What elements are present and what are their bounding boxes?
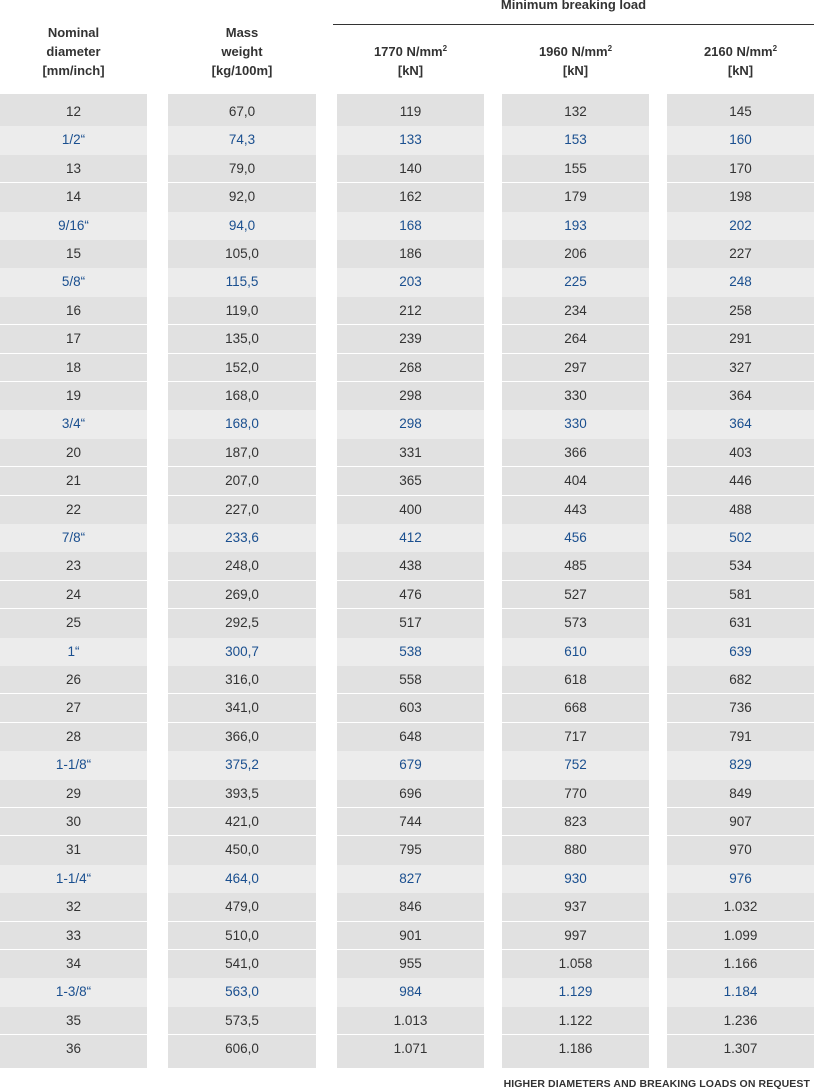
table-cell-load-2160: 534 [667,552,814,580]
table-cell-load-1770: 239 [337,325,484,353]
header-1960 [502,42,649,80]
table-row [0,552,814,580]
table-cell-load-1960: 823 [502,808,649,836]
table-cell-load-2160: 227 [729,246,752,261]
table-cell-mass: 152,0 [168,354,316,382]
table-cell-load-2160: 976 [667,865,814,893]
table-row [0,638,814,666]
table-cell-diameter: 35 [0,1007,147,1035]
table-cell-mass: 341,0 [168,694,316,722]
table-cell-load-1770: 140 [337,155,484,183]
table-cell-mass: 67,0 [228,104,256,119]
table-cell-diameter: 9/16“ [0,212,147,240]
table-cell-mass: 563,0 [168,978,316,1006]
table-cell-load-2160: 1.166 [723,956,758,971]
table-cell-load-2160: 631 [729,615,752,631]
table-cell-load-2160: 446 [667,467,814,495]
table-row [0,268,814,296]
table-cell-load-2160: 248 [667,268,814,296]
table-cell-load-1960: 1.058 [558,956,593,971]
table-cell-load-1770: 696 [337,780,484,808]
table-cell-load-1770: 955 [399,956,422,971]
table-cell-diameter: 18 [0,354,147,382]
table-cell-load-1960: 297 [502,354,649,382]
header-1960-grade: 1960 $N/mm^2$ [538,44,613,59]
table-cell-load-1770: 679 [337,751,484,779]
table-cell-load-1960: 179 [564,189,587,205]
table-cell-load-1770: 558 [337,666,484,694]
header-1770-unit: [kN] [397,63,424,78]
table-cell-load-1770: 168 [337,212,484,240]
table-cell-mass: 248,0 [168,552,316,580]
table-cell-mass: 79,0 [168,155,316,183]
table-cell-load-1960: 330 [564,388,587,403]
header-diameter-line3: [mm/inch] [42,63,105,78]
table-cell-mass: 316,0 [168,666,316,694]
table-cell-load-1770: 1.071 [393,1041,428,1057]
table-cell-load-1770: 186 [399,246,422,261]
table-cell-load-1960: 330 [502,410,649,438]
table-cell-load-2160: 849 [667,780,814,808]
table-cell-load-1770: 901 [337,922,484,950]
table-cell-load-2160: 364 [729,388,752,403]
table-cell-load-1960: 610 [502,638,649,666]
table-cell-load-2160: 170 [667,155,814,183]
table-cell-mass: 168,0 [168,410,316,438]
table-cell-diameter: 13 [0,155,147,183]
table-cell-load-1960: 997 [502,922,649,950]
table-cell-load-1770: 298 [337,410,484,438]
table-cell-load-1770: 162 [399,189,422,205]
table-cell-load-2160: 736 [667,694,814,722]
table-cell-mass: 541,0 [225,956,259,971]
table-cell-load-1770: 795 [399,842,422,858]
table-cell-load-1960: 937 [502,893,649,921]
header-diameter-line1: Nominal [47,25,100,40]
table-cell-load-1960: 456 [502,524,649,552]
table-row [0,212,814,240]
table-cell-load-1960: 880 [564,842,587,858]
table-cell-load-1960: 1.129 [502,978,649,1006]
table-cell-load-1770: 603 [337,694,484,722]
table-cell-load-1770: 538 [337,638,484,666]
table-cell-diameter: 22 [65,501,82,517]
table-cell-load-1960: 225 [502,268,649,296]
table-cell-diameter: 3/4“ [0,410,147,438]
table-row [0,836,814,864]
table-cell-mass: 105,0 [225,246,259,261]
table-cell-load-1960: 485 [502,552,649,580]
table-cell-load-2160: 970 [729,842,752,858]
table-cell-load-1770: 412 [337,524,484,552]
table-row [0,808,814,836]
group-header-rule [333,24,814,25]
table-cell-diameter: 34 [65,956,82,971]
table-cell-load-2160: 198 [729,189,752,205]
table-cell-load-1770: 119 [399,104,422,119]
table-cell-diameter: 15 [65,246,82,261]
table-cell-mass: 606,0 [225,1041,259,1057]
table-cell-load-1960: 264 [502,325,649,353]
table-cell-load-1960: 668 [502,694,649,722]
table-cell-diameter: 7/8“ [0,524,147,552]
table-cell-load-2160: 581 [667,581,814,609]
header-2160-grade: 2160 $N/mm^2$ [703,44,778,59]
header-2160 [667,42,814,80]
table-cell-load-2160: 327 [667,354,814,382]
table-cell-diameter: 26 [0,666,147,694]
table-cell-mass: 510,0 [168,922,316,950]
table-row [0,893,814,921]
table-cell-load-2160: 145 [729,104,752,119]
table-cell-mass: 464,0 [168,865,316,893]
table-cell-load-1960: 618 [502,666,649,694]
table-row [0,609,814,637]
table-cell-mass: 168,0 [225,388,259,403]
table-cell-load-1960: 527 [502,581,649,609]
table-cell-load-1960: 206 [564,246,587,261]
table-row [0,751,814,779]
table-cell-load-1960: 132 [564,104,587,119]
header-mass-line2: weight [221,44,263,59]
table-cell-mass: 393,5 [168,780,316,808]
table-row [0,865,814,893]
table-cell-load-2160: 403 [667,439,814,467]
table-cell-load-1770: 1.013 [337,1007,484,1035]
header-diameter-line2: diameter [46,44,101,59]
table-row [0,496,814,524]
table-row [0,922,814,950]
table-cell-mass: 135,0 [168,325,316,353]
table-cell-load-1960: 155 [502,155,649,183]
table-row [0,780,814,808]
table-cell-load-1770: 476 [337,581,484,609]
table-cell-mass: 74,3 [168,126,316,154]
table-cell-diameter: 33 [0,922,147,950]
table-cell-load-1960: 404 [502,467,649,495]
table-row [0,467,814,495]
table-cell-diameter: 17 [0,325,147,353]
table-row [0,382,814,410]
table-cell-load-1960: 770 [502,780,649,808]
table-cell-load-1770: 212 [337,297,484,325]
table-cell-diameter: 1/2“ [0,126,147,154]
table-cell-load-1960: 752 [502,751,649,779]
table-cell-load-1960: 1.186 [558,1041,593,1057]
table-cell-mass: 375,2 [168,751,316,779]
table-cell-load-1770: 984 [337,978,484,1006]
table-cell-load-1960: 153 [502,126,649,154]
table-cell-load-2160: 1.307 [723,1041,758,1057]
table-cell-load-1960: 573 [564,615,587,631]
table-cell-mass: 119,0 [168,297,316,325]
footer-note: HIGHER DIAMETERS AND BREAKING LOADS ON REQUEST [503,1078,810,1090]
table-cell-mass: 479,0 [168,893,316,921]
table-cell-load-2160: 829 [667,751,814,779]
header-mass-line3: [kg/100m] [211,63,273,78]
table-cell-load-2160: 488 [729,501,752,517]
table-row [0,410,814,438]
table-cell-load-1770: 365 [337,467,484,495]
table-cell-diameter: 12 [65,104,82,119]
table-cell-load-2160: 1.032 [667,893,814,921]
header-1770-grade: 1770 $N/mm^2$ [373,44,448,59]
table-cell-load-2160: 682 [667,666,814,694]
table-row [0,1007,814,1035]
table-cell-diameter: 25 [65,615,82,631]
table-cell-diameter: 32 [0,893,147,921]
table-cell-mass: 92,0 [228,189,256,205]
table-cell-mass: 187,0 [168,439,316,467]
table-cell-load-1960: 717 [564,728,587,744]
table-cell-load-2160: 502 [667,524,814,552]
table-cell-load-1770: 203 [337,268,484,296]
table-cell-mass: 227,0 [225,501,259,517]
table-cell-load-1960: 193 [502,212,649,240]
table-cell-load-2160: 639 [667,638,814,666]
table-cell-load-1960: 366 [502,439,649,467]
table-cell-load-2160: 1.099 [667,922,814,950]
table-cell-diameter: 21 [0,467,147,495]
table-cell-load-1960: 443 [564,501,587,517]
table-cell-load-1770: 517 [399,615,422,631]
header-mass-line1: Mass [225,25,259,40]
table-cell-diameter: 14 [65,189,82,205]
table-row [0,240,814,268]
table-cell-load-1770: 438 [337,552,484,580]
table-row [0,354,814,382]
table-cell-load-2160: 1.236 [667,1007,814,1035]
table-cell-diameter: 1-1/8“ [0,751,147,779]
table-cell-diameter: 5/8“ [0,268,147,296]
table-cell-diameter: 27 [0,694,147,722]
table-cell-mass: 300,7 [168,638,316,666]
table-cell-load-2160: 791 [729,728,752,744]
table-row [0,524,814,552]
table-cell-mass: 115,5 [168,268,316,296]
table-cell-load-1770: 331 [337,439,484,467]
table-row [0,694,814,722]
table-cell-load-1770: 827 [337,865,484,893]
table-cell-mass: 233,6 [168,524,316,552]
table-cell-load-1960: 930 [502,865,649,893]
table-cell-load-2160: 160 [667,126,814,154]
table-cell-diameter: 19 [65,388,82,403]
table-cell-load-1770: 133 [337,126,484,154]
header-mass [168,23,316,80]
table-cell-diameter: 1-1/4“ [0,865,147,893]
table-cell-diameter: 30 [0,808,147,836]
table-cell-mass: 366,0 [225,728,259,744]
table-cell-mass: 94,0 [168,212,316,240]
table-cell-diameter: 31 [65,842,82,858]
table-cell-load-1770: 268 [337,354,484,382]
table-cell-diameter: 1“ [0,638,147,666]
table-cell-diameter: 20 [0,439,147,467]
table-cell-diameter: 29 [0,780,147,808]
table-cell-mass: 269,0 [168,581,316,609]
table-row [0,439,814,467]
table-row [0,581,814,609]
table-row [0,155,814,183]
header-diameter [0,23,147,80]
table-cell-mass: 573,5 [168,1007,316,1035]
table-row [0,1035,814,1063]
table-row [0,950,814,978]
table-cell-load-1770: 400 [399,501,422,517]
table-cell-load-2160: 291 [667,325,814,353]
table-cell-diameter: 36 [65,1041,82,1057]
table-row [0,297,814,325]
table-cell-load-1770: 744 [337,808,484,836]
table-cell-diameter: 16 [0,297,147,325]
group-header-title: Minimum breaking load [500,0,647,12]
table-row [0,183,814,211]
table-cell-load-2160: 364 [667,410,814,438]
table-row [0,325,814,353]
table-cell-load-2160: 1.184 [667,978,814,1006]
table-cell-load-1960: 234 [502,297,649,325]
header-1770 [337,42,484,80]
table-row [0,98,814,126]
table-cell-diameter: 24 [0,581,147,609]
table-cell-diameter: 28 [65,728,82,744]
table-cell-load-2160: 202 [667,212,814,240]
table-cell-diameter: 1-3/8“ [0,978,147,1006]
header-2160-unit: [kN] [727,63,754,78]
table-row [0,666,814,694]
table-cell-mass: 421,0 [168,808,316,836]
table-row [0,723,814,751]
table-cell-load-2160: 907 [667,808,814,836]
table-cell-load-1960: 1.122 [502,1007,649,1035]
table-cell-load-1770: 648 [399,728,422,744]
table-cell-load-2160: 258 [667,297,814,325]
table-cell-mass: 450,0 [225,842,259,858]
table-cell-mass: 292,5 [225,615,259,631]
table-cell-diameter: 23 [0,552,147,580]
table-row [0,978,814,1006]
table-cell-load-1770: 298 [399,388,422,403]
header-1960-unit: [kN] [562,63,589,78]
table-cell-mass: 207,0 [168,467,316,495]
table-cell-load-1770: 846 [337,893,484,921]
table-row [0,126,814,154]
